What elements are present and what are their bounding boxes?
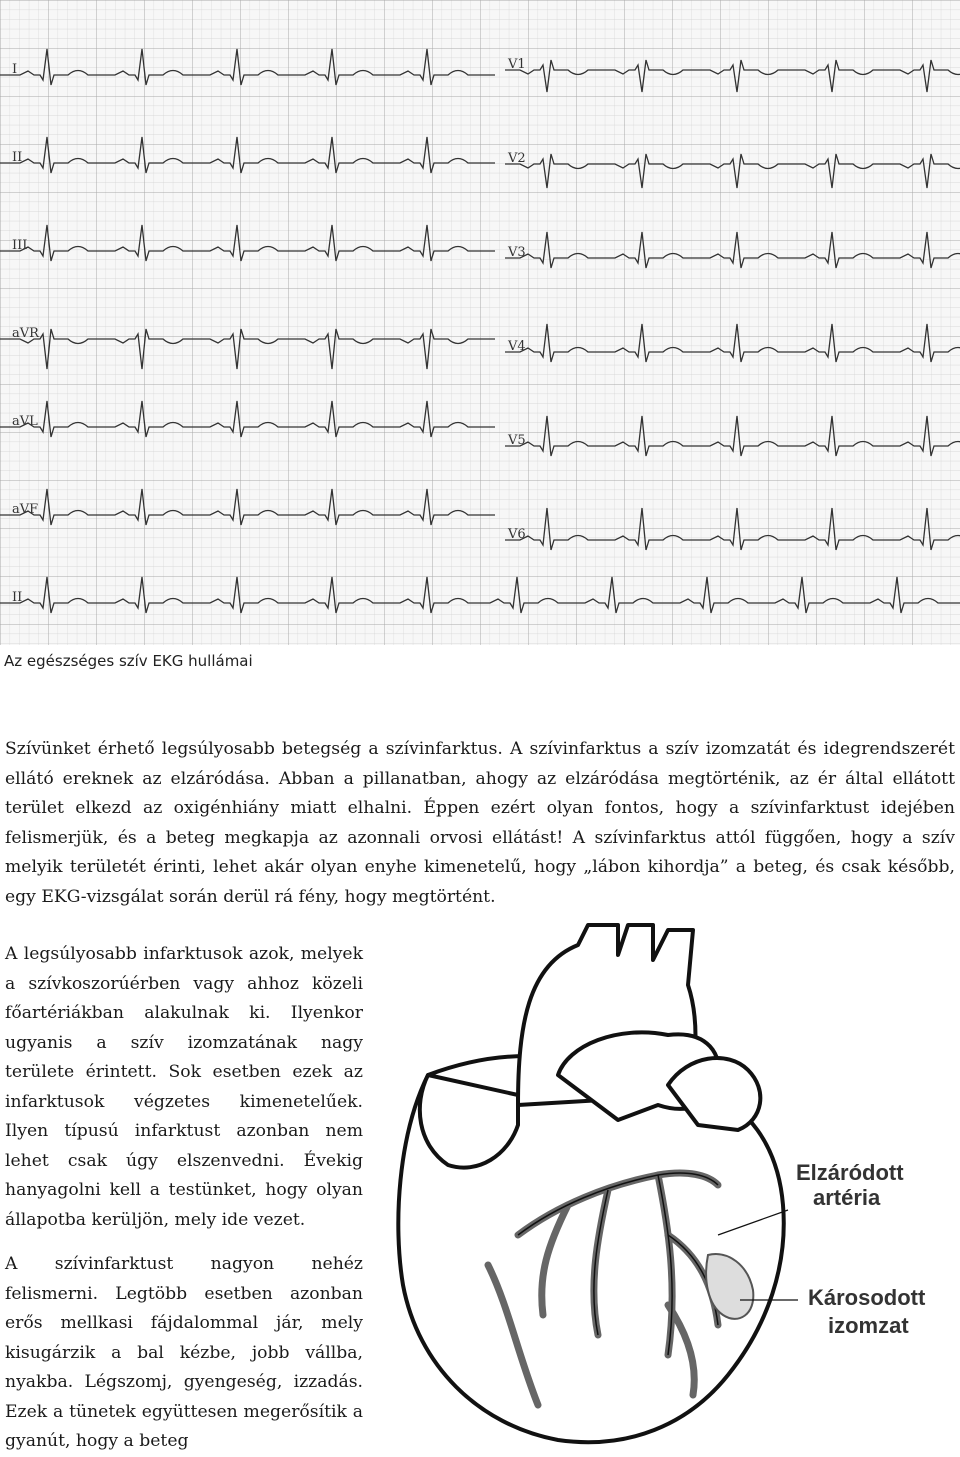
lead-label-iii-2: III xyxy=(12,238,28,253)
lead-label-v2: V2 xyxy=(508,151,526,166)
lead-label-avf-5: aVF xyxy=(12,502,39,517)
blocked-artery-label-2: artéria xyxy=(813,1185,881,1210)
blocked-artery-label-1: Elzáródott xyxy=(796,1160,904,1185)
heart-illustration xyxy=(368,905,958,1448)
lead-label-v6: V6 xyxy=(508,527,526,542)
symptoms-paragraph: A szívinfarktust nagyon nehéz felismerni. Legtöbb esetben azonban erős mellkasi fájdalommal jár, mely kisugárzik a bal kézbe, jobb vállba, nyakba. Légszomj, gyengeség, izzadás. Ezek a tünetek együttesen megerősítik a gyanút, hogy a beteg xyxy=(5,1254,363,1451)
lead-label-ii-6: II xyxy=(12,590,23,605)
lead-label-v5: V5 xyxy=(508,433,526,448)
lead-label-ii-1: II xyxy=(12,150,23,165)
ekg-caption: Az egészséges szív EKG hullámai xyxy=(4,652,253,670)
lead-label-v1: V1 xyxy=(508,57,526,72)
lead-label-v4: V4 xyxy=(508,339,526,354)
severe-infarction-paragraph: A legsúlyosabb infarktusok azok, melyek a szívkoszorúérben vagy ahhoz közeli főartériákban alakulnak ki. Ilyenkor ugyanis a szív izomzatának nagy területe érintett. Sok esetben ezek az infarktusok végzetes kimenetelűek. Ilyen típusú infarktust azonban nem lehet csak úgy elszenvedni. Évekig hanyagolni kell a testünket, hogy olyan állapotba kerüljön, mely ide vezet. xyxy=(5,944,363,1230)
lead-label-avl-4: aVL xyxy=(12,414,38,429)
damaged-muscle-label-1: Károsodott xyxy=(808,1285,926,1310)
ekg-strip-image xyxy=(0,0,960,645)
lead-label-i-0: I xyxy=(12,62,18,77)
damaged-muscle-label-2: izomzat xyxy=(828,1313,909,1338)
lead-label-avr-3: aVR xyxy=(12,326,39,341)
lead-label-v3: V3 xyxy=(508,245,526,260)
intro-paragraph: Szívünket érhető legsúlyosabb betegség a szívinfarktus. A szívinfarktus a szív izomzatát és idegrendszerét ellátó ereknek az elzáródása. Abban a pillanatban, ahogy az elzáródása megtörténik, az ér által ellátott terület elkezd az oxigénhiány miatt elhalni. Éppen ezért olyan fontos, hogy a szívinfarktust idejében felismerjük, és a beteg megkapja az azonnali orvosi ellátást! A szívinfarktus attól függően, hogy a szív melyik területét érinti, lehet akár olyan enyhe kimenetelű, hogy „lábon kihordja” a beteg, és csak később, egy EKG-vizsgálat során derül rá fény, hogy megtörtént. xyxy=(5,739,955,907)
